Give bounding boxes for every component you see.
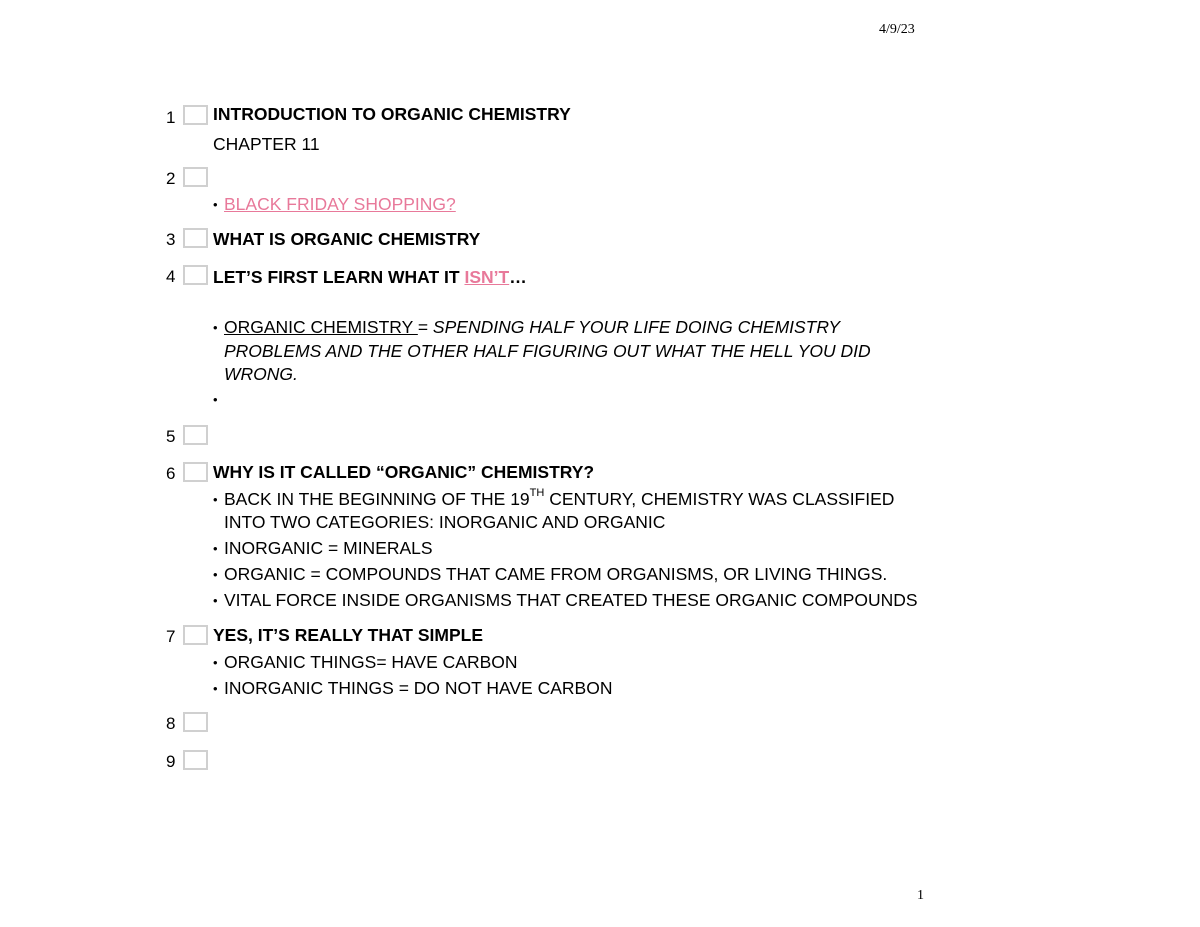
slide-7-title: YES, IT’S REALLY THAT SIMPLE (213, 625, 483, 645)
slide-thumbnail-3[interactable] (183, 228, 208, 248)
bullet-dot: • (213, 567, 218, 582)
bullet-dot: • (213, 197, 218, 212)
bullet-dot: • (213, 541, 218, 556)
slide-6-bullet-2: INORGANIC = MINERALS (224, 538, 433, 558)
slide-4-bullet-eq: = (417, 317, 433, 337)
slide-thumbnail-7[interactable] (183, 625, 208, 645)
slide-1-subtitle: CHAPTER 11 (213, 134, 320, 154)
bullet-dot: • (213, 492, 218, 507)
slide-number-6: 6 (166, 464, 176, 483)
slide-7-bullet-2: INORGANIC THINGS = DO NOT HAVE CARBON (224, 678, 613, 698)
slide-4-bullet-term: ORGANIC CHEMISTRY (224, 317, 418, 337)
slide-number-2: 2 (166, 169, 176, 188)
slide-4-title-prefix: LET’S FIRST LEARN WHAT IT (213, 267, 465, 287)
slide-number-7: 7 (166, 627, 176, 646)
slide-4-title-suffix: … (509, 267, 527, 287)
slide-number-1: 1 (166, 108, 176, 127)
bullet-dot: • (213, 681, 218, 696)
slide-2-link[interactable]: BLACK FRIDAY SHOPPING? (224, 194, 456, 214)
slide-thumbnail-4[interactable] (183, 265, 208, 285)
page-number: 1 (917, 888, 924, 903)
slide-4-title (213, 266, 527, 288)
slide-4-bullet-line2: PROBLEMS AND THE OTHER HALF FIGURING OUT WHAT THE HELL YOU DID (224, 341, 871, 361)
bullet-dot-empty: • (213, 392, 218, 407)
slide-number-8: 8 (166, 714, 176, 733)
slide-6-bullet-1-pre: BACK IN THE BEGINNING OF THE 19 (224, 489, 530, 509)
slide-4-title-highlight[interactable]: ISN’T (464, 267, 510, 287)
slide-thumbnail-8[interactable] (183, 712, 208, 732)
slide-6-bullet-3: ORGANIC = COMPOUNDS THAT CAME FROM ORGANISMS, OR LIVING THINGS. (224, 564, 888, 584)
header-date: 4/9/23 (879, 22, 915, 37)
bullet-dot: • (213, 593, 218, 608)
bullet-dot: • (213, 655, 218, 670)
slide-number-3: 3 (166, 230, 176, 249)
slide-number-5: 5 (166, 427, 176, 446)
slide-6-bullet-4: VITAL FORCE INSIDE ORGANISMS THAT CREATED THESE ORGANIC COMPOUNDS (224, 590, 918, 610)
slide-number-4: 4 (166, 267, 176, 286)
slide-6-bullet-1-line2: INTO TWO CATEGORIES: INORGANIC AND ORGANIC (224, 512, 666, 532)
slide-3-title: WHAT IS ORGANIC CHEMISTRY (213, 229, 481, 249)
bullet-dot: • (213, 320, 218, 335)
slide-thumbnail-1[interactable] (183, 105, 208, 125)
slide-4-bullet-line3: WRONG. (224, 364, 298, 384)
slide-4-bullet-line1: SPENDING HALF YOUR LIFE DOING CHEMISTRY (432, 317, 841, 337)
slide-thumbnail-9[interactable] (183, 750, 208, 770)
slide-6-bullet-1-sup: TH (529, 487, 545, 500)
slide-6-bullet-1-post: CENTURY, CHEMISTRY WAS CLASSIFIED (544, 489, 895, 509)
slide-6-bullet-1 (224, 488, 894, 512)
slide-7-bullet-1: ORGANIC THINGS= HAVE CARBON (224, 652, 518, 672)
slide-number-9: 9 (166, 752, 176, 771)
slide-4-bullet (224, 316, 840, 340)
slide-thumbnail-5[interactable] (183, 425, 208, 445)
slide-1-title: INTRODUCTION TO ORGANIC CHEMISTRY (213, 104, 571, 124)
slide-thumbnail-2[interactable] (183, 167, 208, 187)
slide-thumbnail-6[interactable] (183, 462, 208, 482)
slide-6-title: WHY IS IT CALLED “ORGANIC” CHEMISTRY? (213, 462, 595, 482)
